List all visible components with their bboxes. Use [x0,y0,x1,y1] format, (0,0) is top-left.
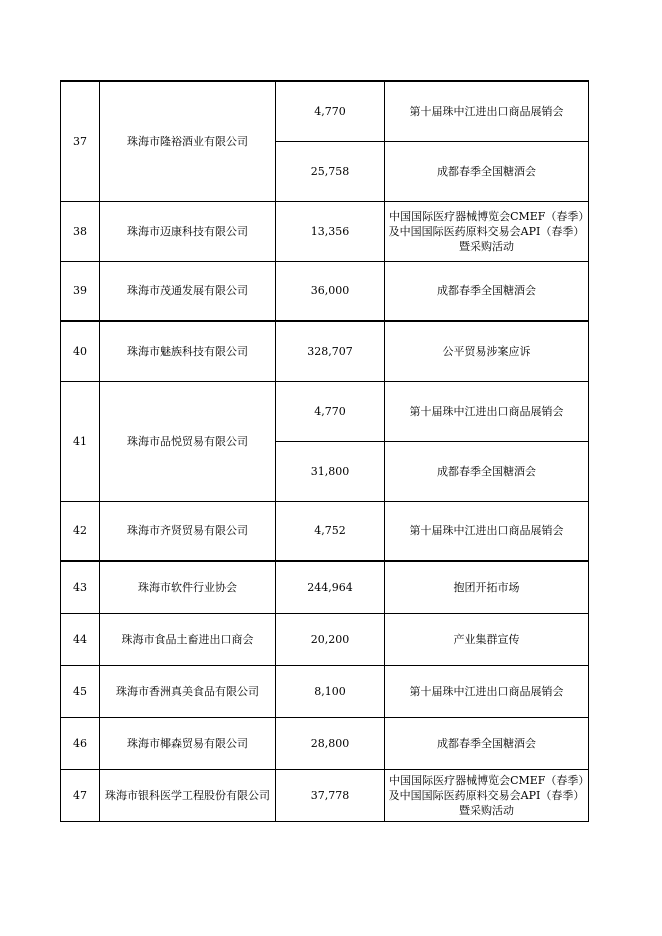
project: 成都春季全国糖酒会 [385,141,589,201]
company-name: 珠海市食品土畜进出口商会 [100,613,276,665]
row-number: 43 [61,561,100,613]
row-number: 45 [61,665,100,717]
company-name: 珠海市椰森贸易有限公司 [100,717,276,769]
table-row [61,201,589,261]
project: 成都春季全国糖酒会 [385,717,589,769]
company-name: 珠海市茂通发展有限公司 [100,261,276,321]
row-number: 39 [61,261,100,321]
company-name: 珠海市隆裕酒业有限公司 [100,81,276,201]
company-name: 珠海市齐贤贸易有限公司 [100,501,276,561]
amount: 4,752 [276,501,385,561]
company-name: 珠海市香洲真美食品有限公司 [100,665,276,717]
row-number: 47 [61,769,100,821]
project: 第十届珠中江进出口商品展销会 [385,381,589,441]
amount: 37,778 [276,769,385,821]
row-number: 44 [61,613,100,665]
company-name: 珠海市软件行业协会 [100,561,276,613]
table-row [61,81,589,141]
company-name: 珠海市银科医学工程股份有限公司 [100,769,276,821]
table-row [61,381,589,441]
table-row [61,665,589,717]
project: 公平贸易涉案应诉 [385,321,589,381]
project: 产业集群宣传 [385,613,589,665]
company-name: 珠海市魅族科技有限公司 [100,321,276,381]
amount: 31,800 [276,441,385,501]
funding-table [60,80,589,822]
amount: 4,770 [276,381,385,441]
row-number: 41 [61,381,100,501]
table-row [61,769,589,821]
company-name: 珠海市品悦贸易有限公司 [100,381,276,501]
table-row [61,717,589,769]
amount: 13,356 [276,201,385,261]
project: 中国国际医疗器械博览会CMEF（春季）及中国国际医药原料交易会API（春季）暨采购活动 [385,769,589,821]
amount: 20,200 [276,613,385,665]
table-row [61,501,589,561]
table-row [61,261,589,321]
amount: 8,100 [276,665,385,717]
project: 成都春季全国糖酒会 [385,261,589,321]
table-row [61,321,589,381]
row-number: 42 [61,501,100,561]
row-number: 38 [61,201,100,261]
amount: 36,000 [276,261,385,321]
project: 第十届珠中江进出口商品展销会 [385,501,589,561]
amount: 328,707 [276,321,385,381]
project: 第十届珠中江进出口商品展销会 [385,665,589,717]
row-number: 46 [61,717,100,769]
amount: 4,770 [276,81,385,141]
company-name: 珠海市迈康科技有限公司 [100,201,276,261]
amount: 25,758 [276,141,385,201]
project: 成都春季全国糖酒会 [385,441,589,501]
row-number: 40 [61,321,100,381]
table-row [61,613,589,665]
project: 抱团开拓市场 [385,561,589,613]
project: 中国国际医疗器械博览会CMEF（春季）及中国国际医药原料交易会API（春季）暨采购活动 [385,201,589,261]
amount: 244,964 [276,561,385,613]
amount: 28,800 [276,717,385,769]
project: 第十届珠中江进出口商品展销会 [385,81,589,141]
row-number: 37 [61,81,100,201]
table-row [61,561,589,613]
